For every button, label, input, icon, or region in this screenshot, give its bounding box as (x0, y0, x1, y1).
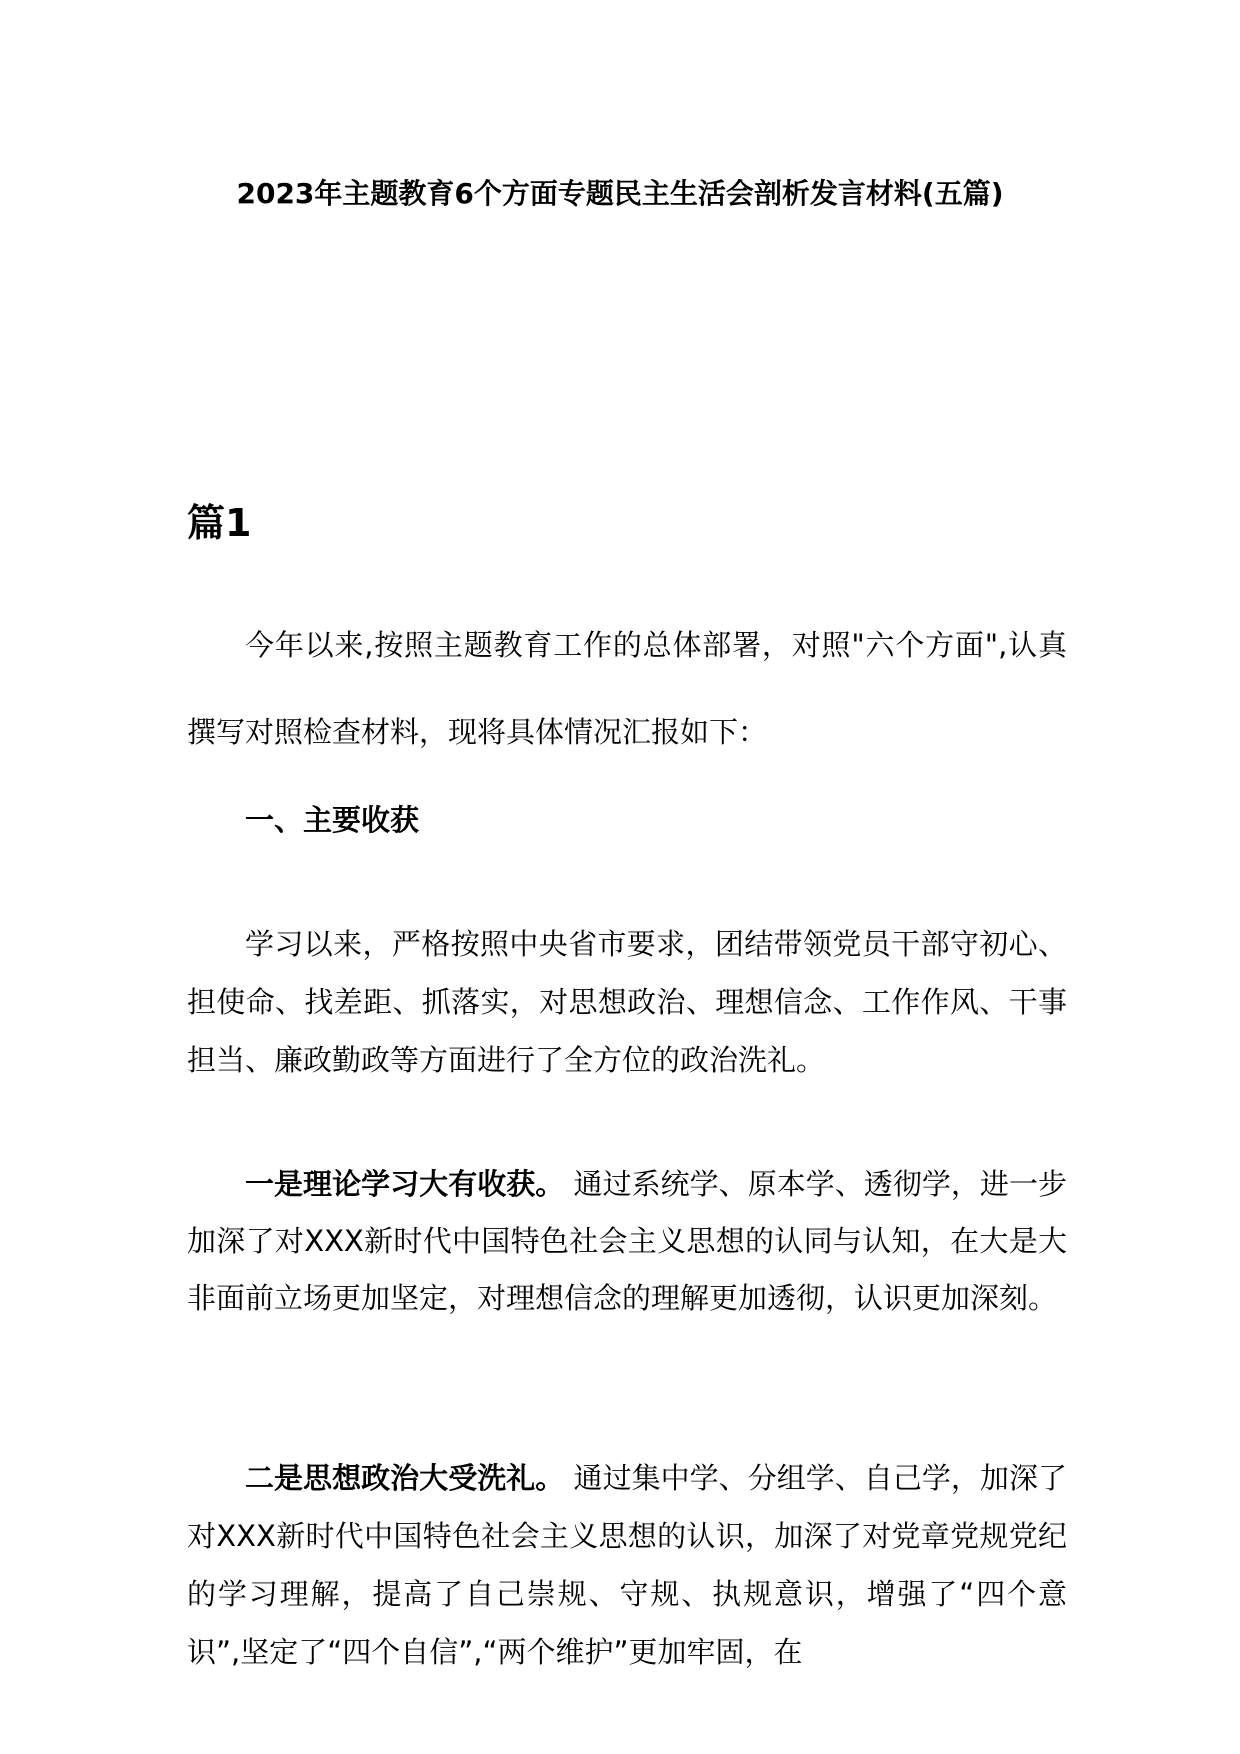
point-text-2: 通过集中学、分组学、自己学，加深了对XXX新时代中国特色社会主义思想的认识，加深了对党章党规党纪的学习理解，提高了自己崇规、守规、执规意识，增强了“四个意识”,坚定了“四个自信”,“两个维护”更加牢固，在 (187, 1461, 1067, 1669)
point-lead-1: 一是理论学习大有收获。 (245, 1167, 565, 1201)
point-text-1: 通过系统学、原本学、透彻学，进一步加深了对XXX新时代中国特色社会主义思想的认同与认知，在大是大非面前立场更加坚定，对理想信念的理解更加透彻，认识更加深刻。 (187, 1167, 1067, 1315)
point-paragraph-1 (187, 1156, 1067, 1327)
chapter-heading: 篇1 (187, 501, 252, 545)
point-lead-2: 二是思想政治大受洗礼。 (245, 1461, 565, 1495)
point-paragraph-2 (187, 1449, 1067, 1681)
section-heading: 一、主要收获 (245, 803, 420, 837)
intro-paragraph: 今年以来,按照主题教育工作的总体部署，对照"六个方面",认真撰写对照检查材料，现将具体情况汇报如下： (187, 628, 1067, 749)
section-intro-paragraph: 学习以来，严格按照中央省市要求，团结带领党员干部守初心、担使命、找差距、抓落实，对思想政治、理想信念、工作作风、干事担当、廉政勤政等方面进行了全方位的政治洗礼。 (187, 927, 1067, 1077)
document-title: 2023年主题教育6个方面专题民主生活会剖析发言材料(五篇) (236, 177, 1004, 210)
